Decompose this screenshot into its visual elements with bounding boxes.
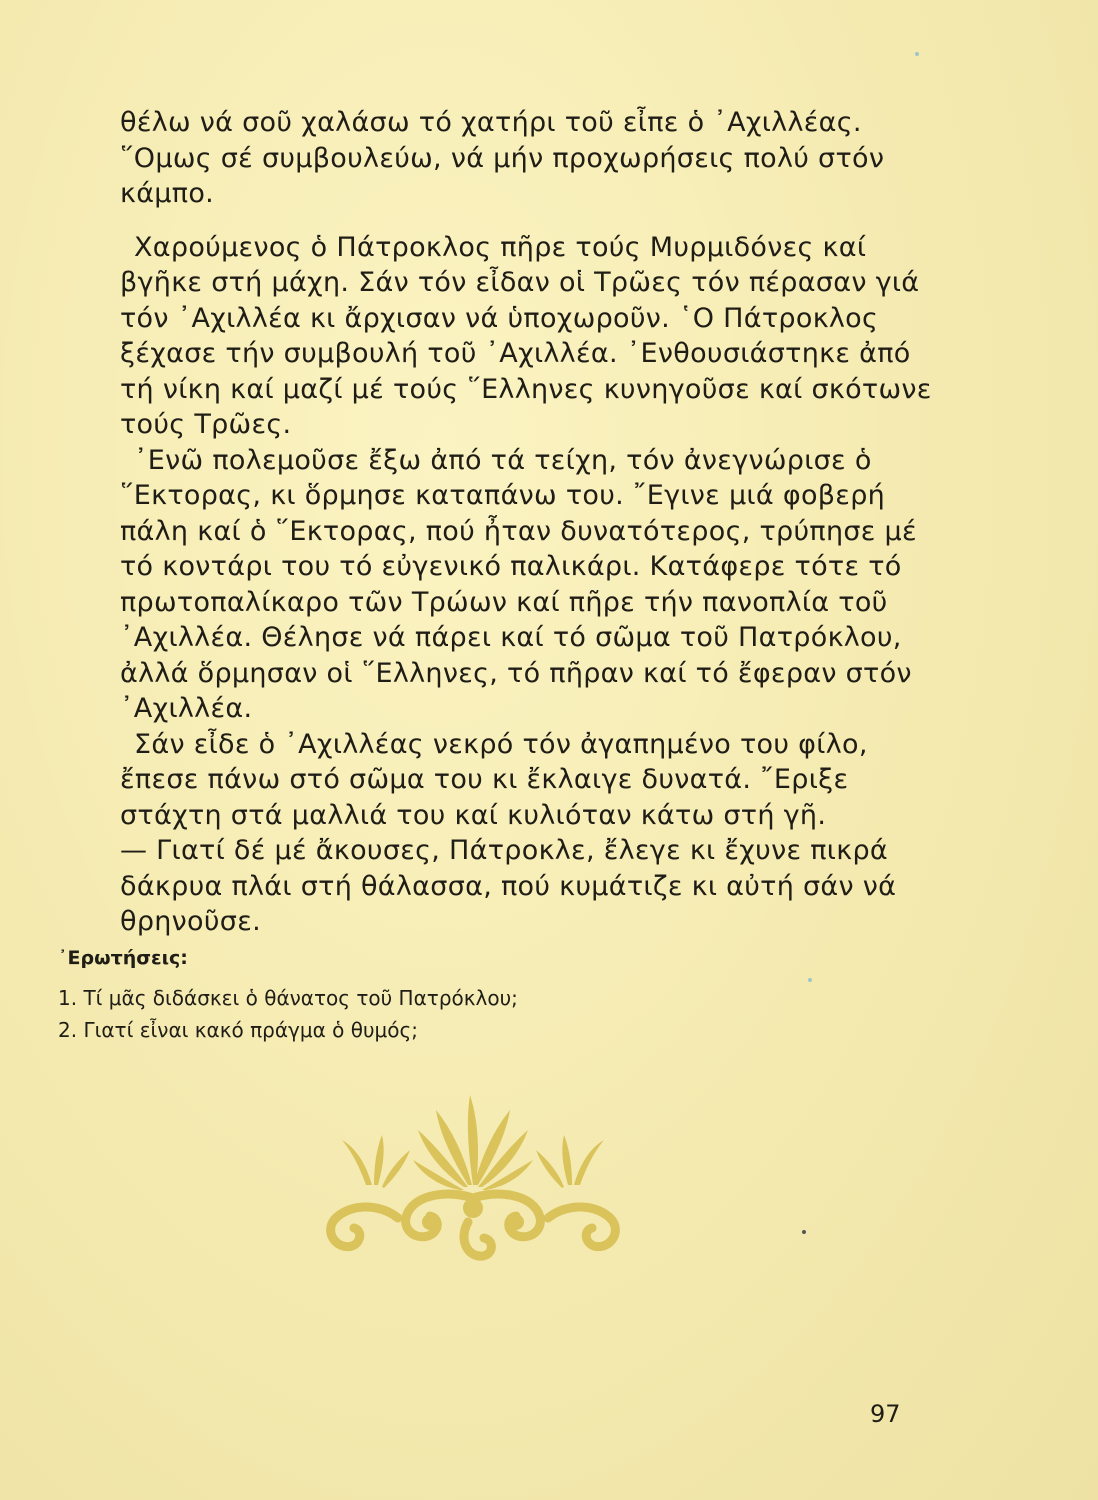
text-line: τή νίκη καί μαζί μέ τούς ῞Ελληνες κυνηγοῦσε καί σκότωνε [120, 373, 932, 405]
questions-section [58, 942, 758, 1046]
question-item: 2. Γιατί εἶναι κακό πράγμα ὁ θυμός; [58, 1018, 418, 1042]
questions-title: ᾿Ερωτήσεις: [58, 947, 188, 969]
text-line: δάκρυα πλάι στή θάλασσα, πού κυμάτιζε κι αὐτή σάν νά [120, 870, 897, 902]
text-line: τόν ᾿Αχιλλέα κι ἄρχισαν νά ὑποχωροῦν. ῾Ο Πάτροκλος [120, 302, 879, 334]
speck [808, 978, 812, 982]
text-line: στάχτη στά μαλλιά του καί κυλιόταν κάτω στή γῆ. [120, 799, 827, 831]
story-text [120, 105, 932, 940]
text-line: ᾿Αχιλλέα. [120, 693, 253, 724]
palmette-ornament-icon [318, 1090, 628, 1270]
text-line: Χαρούμενος ὁ Πάτροκλος πῆρε τούς Μυρμιδόνες καί [134, 231, 867, 263]
text-line: ᾿Αχιλλέα. Θέλησε νά πάρει καί τό σῶμα τοῦ Πατρόκλου, [120, 622, 902, 653]
text-line: τό κοντάρι του τό εὐγενικό παλικάρι. Κατάφερε τότε τό [120, 551, 902, 582]
text-line: — Γιατί δέ μέ ἄκουσες, Πάτροκλε, ἔλεγε κι ἔχυνε πικρά [120, 835, 888, 866]
text-line: θέλω νά σοῦ χαλάσω τό χατήρι τοῦ εἶπε ὁ ᾿Αχιλλέας. [120, 107, 862, 138]
text-line: θρηνοῦσε. [120, 906, 261, 937]
text-line: βγῆκε στή μάχη. Σάν τόν εἶδαν οἱ Τρῶες τόν πέρασαν γιά [120, 267, 920, 298]
text-line: ᾿Ενῶ πολεμοῦσε ἔξω ἀπό τά τείχη, τόν ἀνεγνώρισε ὁ [134, 444, 872, 476]
text-line: ἀλλά ὅρμησαν οἱ ῞Ελληνες, τό πῆραν καί τό ἔφεραν στόν [120, 657, 912, 689]
speck [915, 52, 919, 56]
text-line: Σάν εἶδε ὁ ᾿Αχιλλέας νεκρό τόν ἀγαπημένο του φίλο, [134, 728, 868, 760]
text-line: ἔπεσε πάνω στό σῶμα του κι ἔκλαιγε δυνατά. ῎Εριξε [120, 764, 849, 795]
question-item: 1. Τί μᾶς διδάσκει ὁ θάνατος τοῦ Πατρόκλου; [58, 986, 518, 1010]
text-line: πρωτοπαλίκαρο τῶν Τρώων καί πῆρε τήν πανοπλία τοῦ [120, 586, 888, 618]
text-line: τούς Τρῶες. [120, 409, 292, 440]
text-line: ῞Ομως σέ συμβουλεύω, νά μήν προχωρήσεις πολύ στόν [120, 142, 885, 174]
text-line: πάλη καί ὁ ῞Εκτορας, πού ἦταν δυνατότερος, τρύπησε μέ [120, 515, 917, 547]
text-line: ξέχασε τήν συμβουλή τοῦ ᾿Αχιλλέα. ᾿Ενθουσιάστηκε ἀπό [120, 338, 911, 369]
page-number: 97 [870, 1400, 901, 1428]
speck [802, 1230, 806, 1234]
text-line: κάμπο. [120, 178, 215, 209]
text-line: ῞Εκτορας, κι ὅρμησε καταπάνω του. ῎Εγινε μιά φοβερή [120, 480, 886, 511]
